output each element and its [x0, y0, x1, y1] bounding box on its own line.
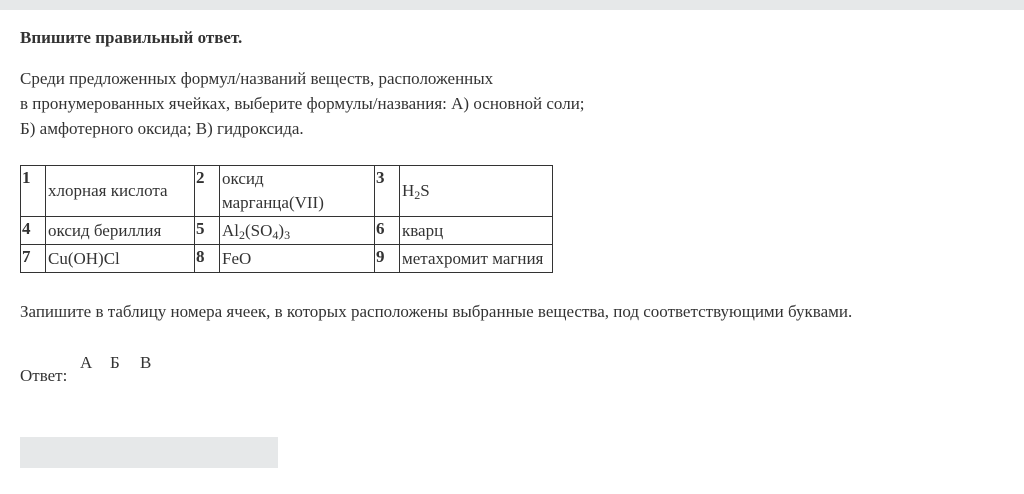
cell-formula: Cu(OH)Cl [46, 245, 195, 273]
answer-input[interactable] [20, 437, 278, 468]
cell-substance-line: марганца(VII) [222, 193, 324, 212]
cell-formula [400, 166, 553, 217]
cell-substance-line: оксид [222, 169, 264, 188]
answer-letters [80, 353, 170, 373]
task-heading: Впишите правильный ответ. [20, 28, 243, 47]
cell-number: 1 [21, 166, 46, 217]
table-row [21, 217, 553, 245]
substances-table [20, 165, 553, 273]
instruction-text: Запишите в таблицу номера ячеек, в которых расположены выбранные вещества, под соответствующими буквами. [20, 302, 853, 321]
cell-number: 5 [195, 217, 220, 245]
answer-letter-a: А [80, 353, 93, 372]
cell-substance: метахромит магния [400, 245, 553, 273]
answer-letter-c: В [140, 353, 152, 372]
table-row [21, 245, 553, 273]
cell-formula: FeO [220, 245, 375, 273]
top-bar [0, 0, 1024, 10]
formula-subscript: 3 [284, 227, 291, 242]
answer-letter-b: Б [110, 353, 120, 372]
cell-substance: оксид бериллия [46, 217, 195, 245]
cell-formula [220, 217, 375, 245]
formula-subscript: 2 [239, 227, 245, 242]
cell-number: 4 [21, 217, 46, 245]
cell-number: 3 [375, 166, 400, 217]
formula-part: H [402, 181, 415, 200]
formula-subscript: 4 [272, 227, 279, 242]
cell-substance: кварц [400, 217, 553, 245]
question-line-2: в пронумерованных ячейках, выберите формулы/названия: А) основной соли; [20, 94, 585, 113]
cell-substance: хлорная кислота [46, 166, 195, 217]
formula-part: (SO [245, 220, 273, 240]
cell-substance [220, 166, 375, 217]
formula-part: Al [222, 220, 239, 240]
cell-number: 6 [375, 217, 400, 245]
question-line-3: Б) амфотерного оксида; В) гидроксида. [20, 119, 304, 138]
question-line-1: Среди предложенных формул/названий веществ, расположенных [20, 69, 494, 88]
table-row [21, 166, 553, 217]
formula-part: ) [278, 220, 285, 240]
formula-subscript: 2 [414, 188, 421, 202]
cell-number: 7 [21, 245, 46, 273]
cell-number: 2 [195, 166, 220, 217]
question-text [20, 66, 585, 141]
cell-number: 9 [375, 245, 400, 273]
formula-part: S [420, 181, 430, 200]
answer-label: Ответ: [20, 366, 68, 385]
cell-number: 8 [195, 245, 220, 273]
